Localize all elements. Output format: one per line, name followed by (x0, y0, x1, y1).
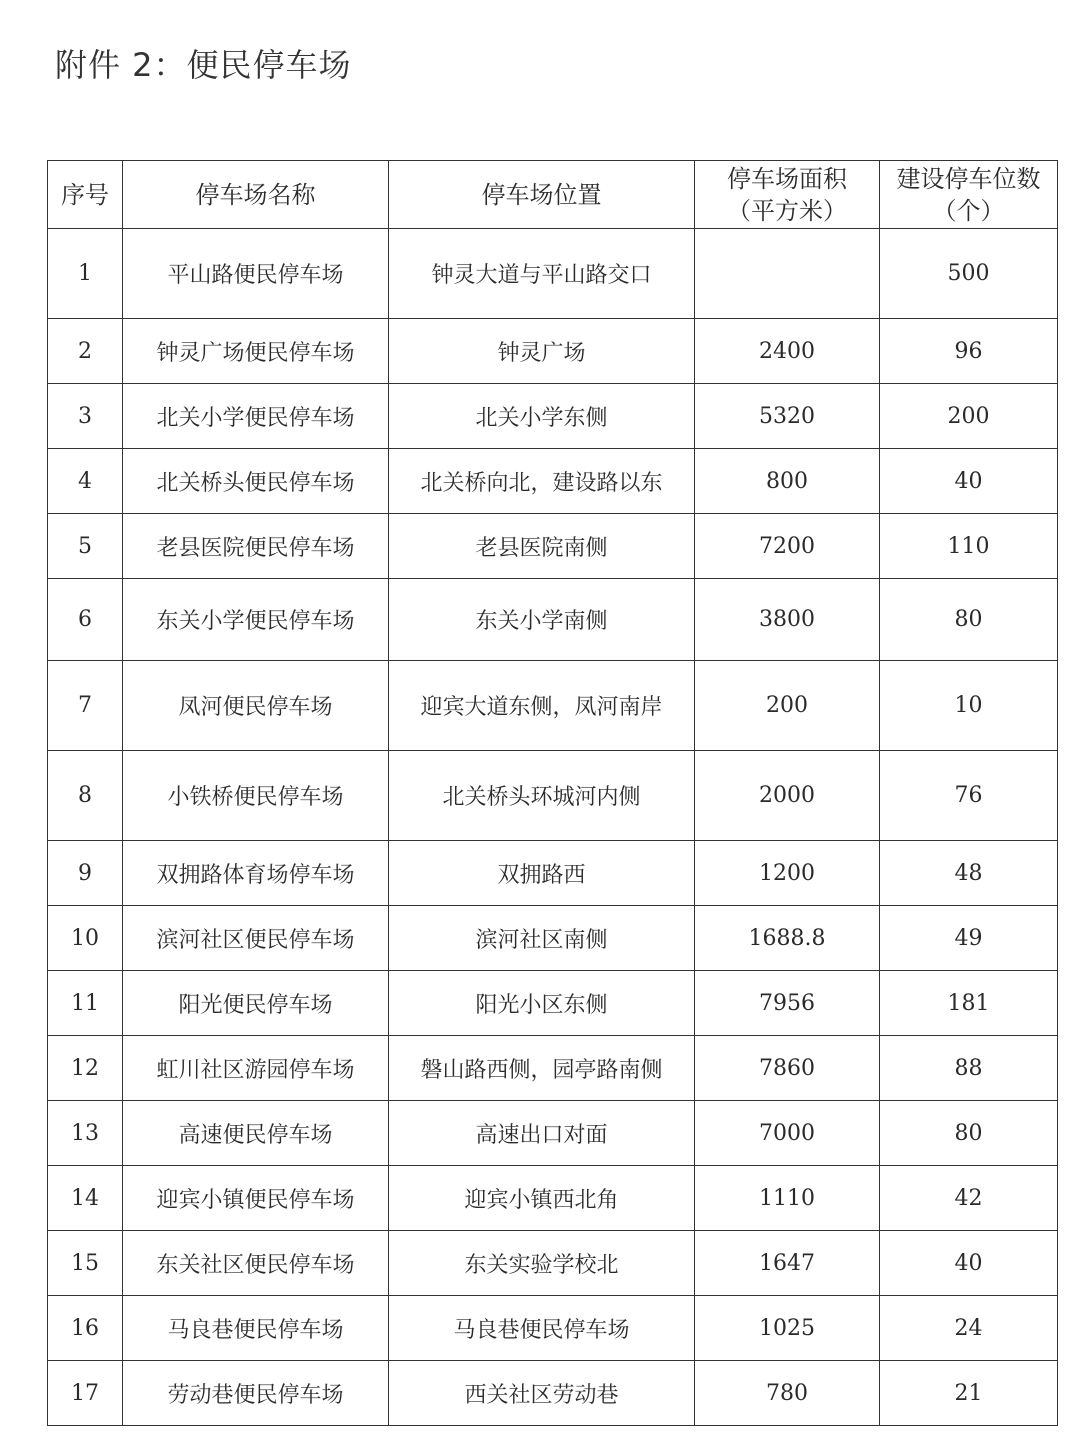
cell-name: 迎宾小镇便民停车场 (123, 1166, 389, 1231)
table-row (48, 319, 1058, 384)
table-header-row (48, 161, 1058, 229)
cell-location: 北关小学东侧 (389, 384, 695, 449)
cell-index: 17 (48, 1361, 123, 1426)
cell-area (695, 229, 880, 319)
cell-spaces: 40 (880, 449, 1058, 514)
cell-area: 7956 (695, 971, 880, 1036)
header-area-line1: 停车场面积 (727, 164, 847, 193)
table-row (48, 514, 1058, 579)
cell-location: 钟灵大道与平山路交口 (389, 229, 695, 319)
header-area-line2: （平方米） (727, 196, 847, 225)
cell-index: 15 (48, 1231, 123, 1296)
cell-spaces: 500 (880, 229, 1058, 319)
table-row (48, 841, 1058, 906)
cell-area: 800 (695, 449, 880, 514)
cell-area: 5320 (695, 384, 880, 449)
cell-spaces: 40 (880, 1231, 1058, 1296)
cell-location: 马良巷便民停车场 (389, 1296, 695, 1361)
cell-location: 钟灵广场 (389, 319, 695, 384)
cell-area: 2400 (695, 319, 880, 384)
cell-location: 滨河社区南侧 (389, 906, 695, 971)
cell-location: 东关实验学校北 (389, 1231, 695, 1296)
header-spaces-line2: （个） (932, 196, 1005, 225)
cell-name: 东关小学便民停车场 (123, 579, 389, 661)
cell-spaces: 48 (880, 841, 1058, 906)
cell-index: 12 (48, 1036, 123, 1101)
cell-index: 16 (48, 1296, 123, 1361)
cell-spaces: 80 (880, 579, 1058, 661)
cell-name: 东关社区便民停车场 (123, 1231, 389, 1296)
table-row (48, 579, 1058, 661)
cell-spaces: 181 (880, 971, 1058, 1036)
cell-area: 2000 (695, 751, 880, 841)
cell-name: 马良巷便民停车场 (123, 1296, 389, 1361)
cell-spaces: 76 (880, 751, 1058, 841)
header-spaces-line1: 建设停车位数 (896, 164, 1041, 193)
table-row (48, 449, 1058, 514)
cell-index: 1 (48, 229, 123, 319)
cell-spaces: 10 (880, 661, 1058, 751)
cell-spaces: 21 (880, 1361, 1058, 1426)
cell-index: 2 (48, 319, 123, 384)
table-row (48, 661, 1058, 751)
header-spaces (880, 161, 1058, 229)
cell-index: 10 (48, 906, 123, 971)
cell-area: 7200 (695, 514, 880, 579)
document-title: 附件 2：便民停车场 (55, 46, 352, 84)
parking-lot-table (47, 160, 1058, 1426)
cell-index: 14 (48, 1166, 123, 1231)
table-row (48, 1296, 1058, 1361)
cell-location: 迎宾大道东侧，凤河南岸 (389, 661, 695, 751)
cell-location: 阳光小区东侧 (389, 971, 695, 1036)
header-area (695, 161, 880, 229)
cell-index: 13 (48, 1101, 123, 1166)
cell-name: 滨河社区便民停车场 (123, 906, 389, 971)
cell-spaces: 42 (880, 1166, 1058, 1231)
cell-location: 北关桥头环城河内侧 (389, 751, 695, 841)
cell-spaces: 80 (880, 1101, 1058, 1166)
cell-area: 780 (695, 1361, 880, 1426)
cell-name: 凤河便民停车场 (123, 661, 389, 751)
cell-location: 磐山路西侧，园亭路南侧 (389, 1036, 695, 1101)
cell-spaces: 110 (880, 514, 1058, 579)
table-row (48, 1166, 1058, 1231)
cell-index: 5 (48, 514, 123, 579)
cell-location: 老县医院南侧 (389, 514, 695, 579)
cell-spaces: 96 (880, 319, 1058, 384)
cell-index: 7 (48, 661, 123, 751)
table-row (48, 906, 1058, 971)
cell-area: 200 (695, 661, 880, 751)
cell-spaces: 88 (880, 1036, 1058, 1101)
cell-spaces: 49 (880, 906, 1058, 971)
table-row (48, 1101, 1058, 1166)
cell-area: 3800 (695, 579, 880, 661)
cell-name: 高速便民停车场 (123, 1101, 389, 1166)
cell-spaces: 24 (880, 1296, 1058, 1361)
cell-index: 11 (48, 971, 123, 1036)
cell-name: 北关小学便民停车场 (123, 384, 389, 449)
cell-name: 小铁桥便民停车场 (123, 751, 389, 841)
cell-area: 1647 (695, 1231, 880, 1296)
cell-name: 平山路便民停车场 (123, 229, 389, 319)
cell-name: 阳光便民停车场 (123, 971, 389, 1036)
cell-index: 8 (48, 751, 123, 841)
cell-area: 1025 (695, 1296, 880, 1361)
cell-area: 7860 (695, 1036, 880, 1101)
cell-spaces: 200 (880, 384, 1058, 449)
cell-location: 双拥路西 (389, 841, 695, 906)
cell-area: 1200 (695, 841, 880, 906)
cell-name: 劳动巷便民停车场 (123, 1361, 389, 1426)
cell-area: 1110 (695, 1166, 880, 1231)
cell-name: 虹川社区游园停车场 (123, 1036, 389, 1101)
cell-area: 7000 (695, 1101, 880, 1166)
cell-location: 迎宾小镇西北角 (389, 1166, 695, 1231)
cell-area: 1688.8 (695, 906, 880, 971)
header-index: 序号 (48, 161, 123, 229)
table-row (48, 1036, 1058, 1101)
cell-location: 西关社区劳动巷 (389, 1361, 695, 1426)
cell-location: 高速出口对面 (389, 1101, 695, 1166)
cell-location: 北关桥向北，建设路以东 (389, 449, 695, 514)
header-location: 停车场位置 (389, 161, 695, 229)
cell-name: 双拥路体育场停车场 (123, 841, 389, 906)
cell-index: 9 (48, 841, 123, 906)
header-name: 停车场名称 (123, 161, 389, 229)
table-row (48, 1361, 1058, 1426)
table-row (48, 1231, 1058, 1296)
table-row (48, 971, 1058, 1036)
cell-index: 3 (48, 384, 123, 449)
cell-index: 6 (48, 579, 123, 661)
cell-name: 老县医院便民停车场 (123, 514, 389, 579)
table-row (48, 384, 1058, 449)
cell-name: 钟灵广场便民停车场 (123, 319, 389, 384)
cell-index: 4 (48, 449, 123, 514)
table-row (48, 229, 1058, 319)
cell-location: 东关小学南侧 (389, 579, 695, 661)
cell-name: 北关桥头便民停车场 (123, 449, 389, 514)
table-row (48, 751, 1058, 841)
